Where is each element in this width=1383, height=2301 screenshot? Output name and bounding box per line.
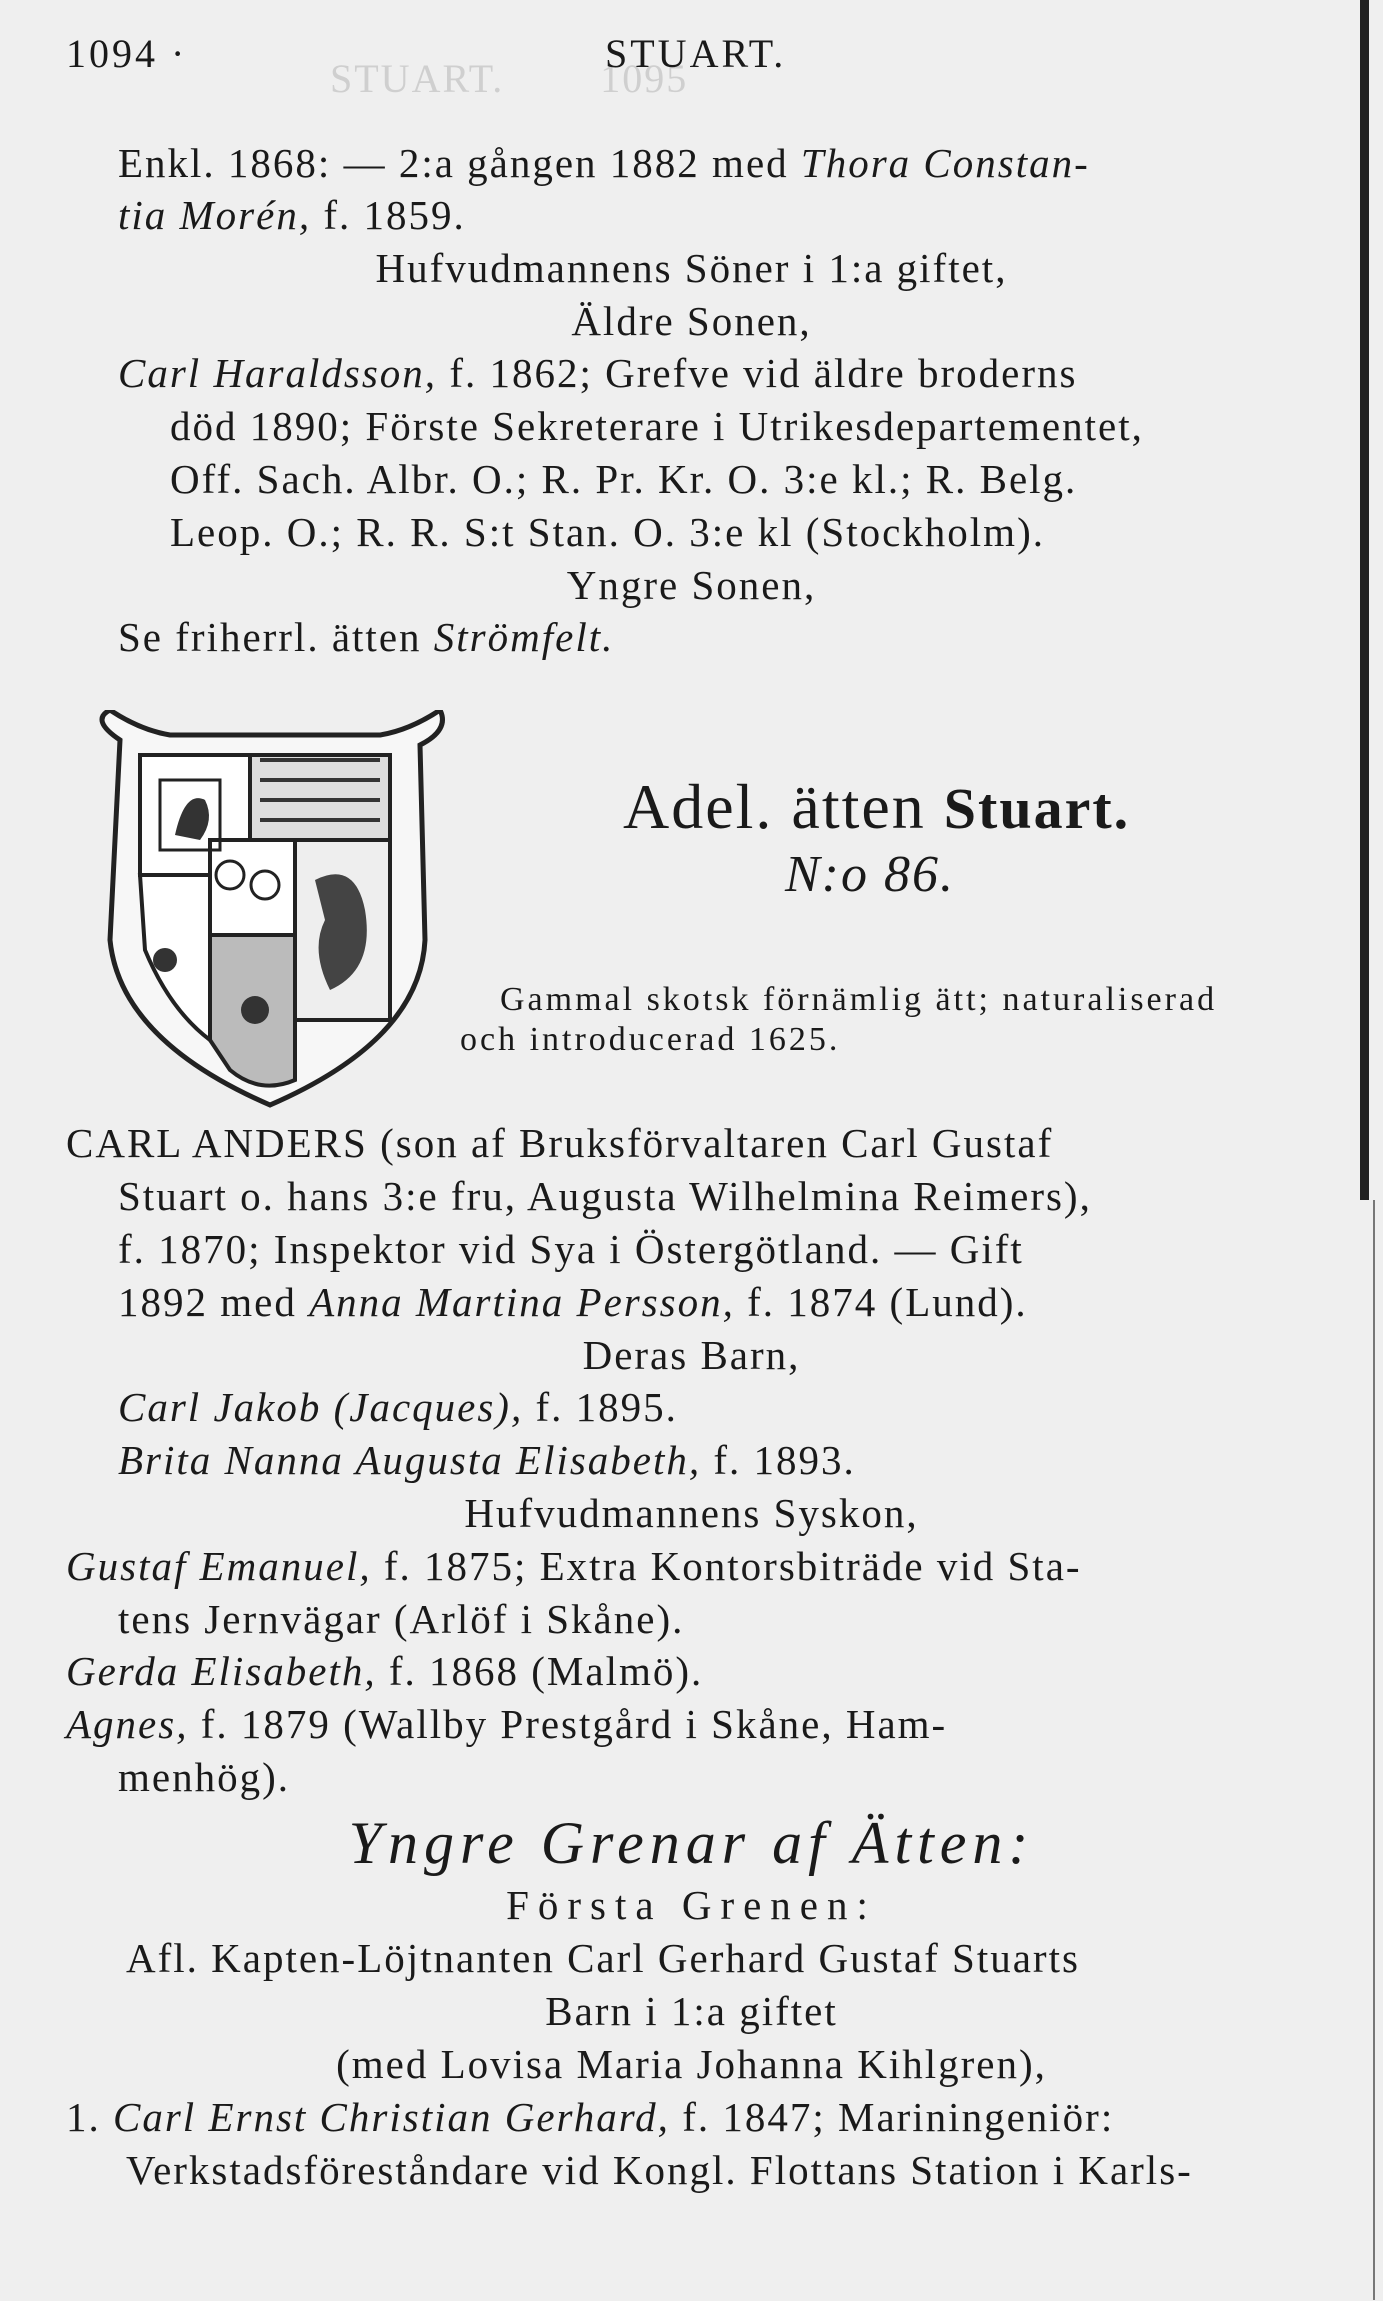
text-line: Afl. Kapten-Löjtnanten Carl Gerhard Gustaf Stuarts: [126, 1935, 1080, 1981]
text-line: Gustaf Emanuel, f. 1875; Extra Kontorsbiträde vid Sta-: [66, 1543, 1082, 1589]
text-line: CARL ANDERS (son af Bruksförvaltaren Carl Gustaf: [66, 1120, 1054, 1166]
text-line: Hufvudmannens Söner i 1:a giftet,: [375, 245, 1008, 291]
coat-of-arms-icon: [80, 710, 450, 1110]
text-line: Enkl. 1868: — 2:a gången 1882 med Thora Constan-: [118, 140, 1090, 186]
text-line: Leop. O.; R. R. S:t Stan. O. 3:e kl (Stockholm).: [170, 509, 1045, 555]
text-line: Gerda Elisabeth, f. 1868 (Malmö).: [66, 1648, 704, 1694]
family-description: och introducerad 1625.: [460, 1021, 841, 1058]
text-line: Yngre Sonen,: [566, 562, 817, 608]
text-line: tens Jernvägar (Arlöf i Skåne).: [118, 1596, 685, 1642]
running-title: STUART.: [605, 31, 787, 76]
text-line: Off. Sach. Albr. O.; R. Pr. Kr. O. 3:e kl.; R. Belg.: [170, 456, 1078, 502]
text-line: Carl Jakob (Jacques), f. 1895.: [118, 1384, 678, 1430]
text-line: Agnes, f. 1879 (Wallby Prestgård i Skåne, Ham-: [66, 1701, 948, 1747]
family-number: N:o 86.: [785, 846, 955, 903]
subsection-heading: Första Grenen:: [506, 1882, 877, 1928]
text-line: 1. Carl Ernst Christian Gerhard, f. 1847; Mariningeniör:: [66, 2094, 1115, 2140]
text-line: Äldre Sonen,: [571, 298, 812, 344]
bleed-through-text: STUART. 1095: [330, 56, 689, 101]
text-line: 1892 med Anna Martina Persson, f. 1874 (Lund).: [118, 1279, 1028, 1325]
text-line: Brita Nanna Augusta Elisabeth, f. 1893.: [118, 1437, 856, 1483]
family-title: Adel. ätten Stuart.: [623, 771, 1131, 842]
section-heading: Yngre Grenar af Ätten:: [348, 1810, 1035, 1876]
text-line: död 1890; Förste Sekreterare i Utrikesdepartementet,: [170, 403, 1144, 449]
text-line: (med Lovisa Maria Johanna Kihlgren),: [336, 2041, 1047, 2087]
text-line: Se friherrl. ätten Strömfelt.: [118, 614, 615, 660]
text-line: Verkstadsföreståndare vid Kongl. Flottans Station i Karls-: [126, 2147, 1193, 2193]
text-line: menhög).: [118, 1754, 290, 1800]
text-line: f. 1870; Inspektor vid Sya i Östergötland. — Gift: [118, 1226, 1024, 1272]
text-line: Barn i 1:a giftet: [545, 1988, 838, 2034]
text-line: Carl Haraldsson, f. 1862; Grefve vid äldre broderns: [118, 350, 1078, 396]
text-line: Deras Barn,: [582, 1332, 801, 1378]
family-description: Gammal skotsk förnämlig ätt; naturaliserad: [500, 981, 1218, 1018]
page-number: 1094 ·: [66, 31, 188, 76]
text-line: Hufvudmannens Syskon,: [464, 1490, 919, 1536]
text-line: tia Morén, f. 1859.: [118, 192, 466, 238]
text-line: Stuart o. hans 3:e fru, Augusta Wilhelmina Reimers),: [118, 1173, 1092, 1219]
